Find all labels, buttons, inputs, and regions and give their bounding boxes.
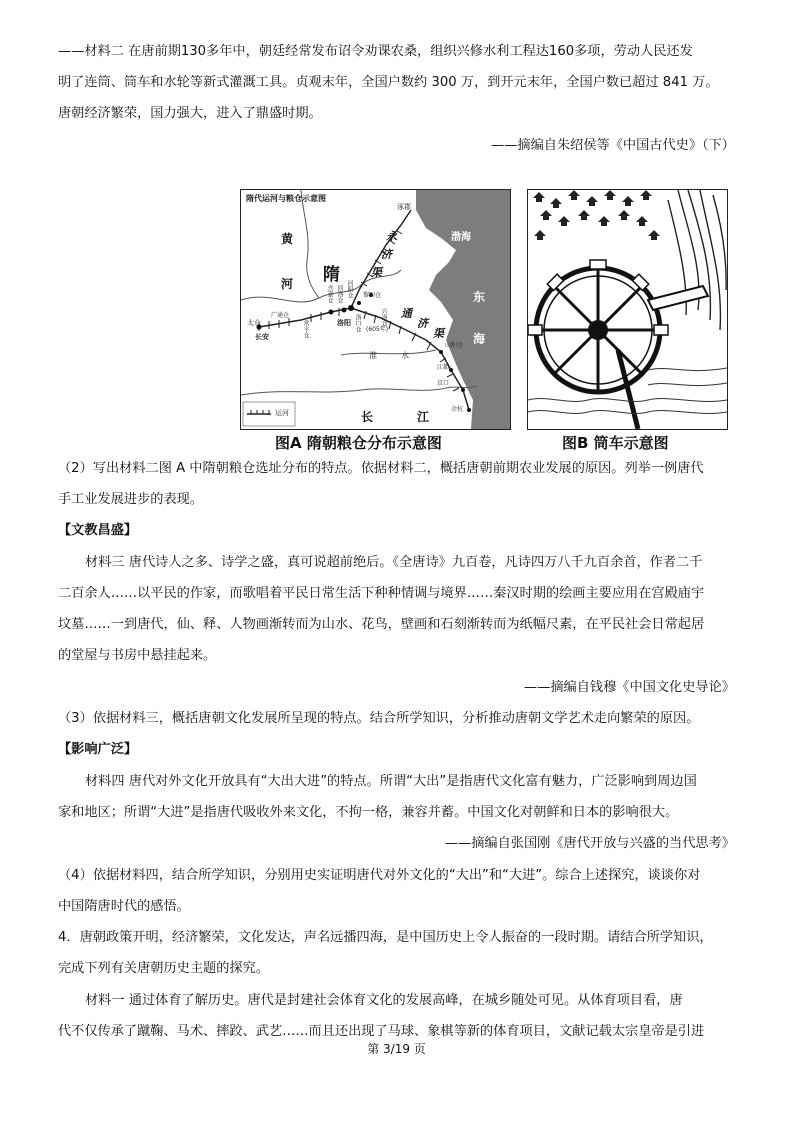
map-label-taicang: 太仓 — [247, 319, 261, 327]
question-4-line-1: （4）依据材料四，结合所学知识，分别用史实证明唐代对外文化的“大出”和“大进”。综合上述探究，谈谈你对 — [58, 868, 701, 883]
material3-line-4: 的堂屋与书房中悬挂起来。 — [58, 648, 217, 663]
map-label-huiluocang: 回洛仓 — [336, 285, 343, 303]
map-label-sui: 隋 — [323, 265, 340, 285]
waterwheel-illustration — [528, 190, 727, 429]
map-label-chang: 长 — [361, 410, 374, 424]
map-title: 隋代运河与粮仓示意图 — [246, 194, 326, 203]
question-3: （3）依据材料三，概括唐朝文化发展所呈现的特点。结合所学知识，分析推动唐朝文学艺术走向繁荣的原因。 — [58, 711, 700, 726]
map-label-605: (605年) — [366, 326, 389, 333]
material1-line-1: 材料一 通过体育了解历史。唐代是封建社会体育文化的发展高峰，在城乡随处可见。从体育项目看，唐 — [85, 993, 683, 1008]
map-label-zhuojun: 涿郡 — [397, 203, 411, 211]
material2-line-2: 明了连筒、筒车和水轮等新式灌溉工具。贞观末年，全国户数约 300 万，到开元末年，全国户数已超过 841 万。 — [58, 75, 719, 90]
map-label-he: 河 — [281, 277, 294, 291]
map-label-ji1: 济 — [381, 248, 392, 261]
map-label-hai: 海 — [473, 332, 486, 346]
material2-line-1: ——材料二 在唐前期130多年中，朝廷经常发布诏令劝课农桑，组织兴修水利工程达160多项，劳动人民还发 — [58, 44, 693, 59]
question-2-line-1: （2）写出材料二图 A 中隋朝粮仓选址分布的特点。依据材料二，概括唐朝前期农业发展的原因。列举一例唐代 — [58, 461, 704, 476]
map-label-qu1: 渠 — [371, 266, 382, 279]
map-label-shui: 水 — [401, 351, 409, 360]
material2-line-3: 唐朝经济繁荣，国力强大，进入了鼎盛时期。 — [58, 106, 322, 121]
map-label-guangtongcang: 广通仓 — [271, 312, 290, 319]
section-wenjiao-heading: 【文教昌盛】 — [58, 523, 138, 538]
material1-line-2: 代不仅传承了蹴鞠、马术、摔跤、武艺……而且还出现了马球、象棋等新的体育项目，文献记载太宗皇帝是引进 — [58, 1024, 705, 1039]
map-label-heyangcang: 河阳仓 — [346, 280, 353, 298]
map-label-luoyang: 洛阳 — [337, 319, 351, 327]
map-label-hanjiacang: 含嘉仓 — [326, 285, 333, 303]
material3-line-1: 材料三 唐代诗人之多、诗学之盛，真可说超前绝后。《全唐诗》九百卷，凡诗四万八千九百余首，作者二千 — [85, 555, 703, 570]
problem-4-line-2: 完成下列有关唐朝历史主题的探究。 — [58, 961, 269, 976]
map-label-ji2: 济 — [417, 317, 428, 330]
figure-a-map — [240, 189, 511, 430]
map-label-jiang: 江 — [417, 410, 430, 424]
map-label-dong: 东 — [473, 290, 486, 304]
material3-line-2: 二百余人……以平民的作家，而歌唱着平民日常生活下种种情调与境界……秦汉时期的绘画主要应用在宫殿庙宇 — [58, 586, 705, 601]
material4-line-2: 家和地区；所谓“大进”是指唐代吸收外来文化，不拘一格，兼容并蓄。中国文化对朝鲜和日本的影响很大。 — [58, 805, 679, 820]
material2-source: ——摘编自朱绍侯等《中国古代史》（下） — [491, 138, 735, 153]
map-label-changpingcang: 常平仓 — [302, 320, 309, 338]
material3-source: ——摘编自钱穆《中国文化史导论》 — [524, 680, 735, 695]
material4-source: ——摘编自张国刚《唐代开放与兴盛的当代思考》 — [444, 836, 735, 851]
question-2-line-2: 手工业发展进步的表现。 — [58, 492, 204, 507]
map-label-qu2: 渠 — [433, 327, 444, 340]
map-label-huang: 黄 — [281, 232, 294, 246]
map-label-bohai: 渤海 — [451, 232, 471, 243]
map-label-jingkou: 京口 — [437, 380, 450, 387]
figure-a-caption: 图A 隋朝粮仓分布示意图 — [275, 434, 442, 452]
material4-line-1: 材料四 唐代对外文化开放具有“大出大进”的特点。所谓“大出”是指唐代文化富有魅力，广泛影响到周边国 — [85, 774, 697, 789]
map-label-tong: 通 — [401, 307, 412, 320]
map-label-luokoucang: 洛口仓 — [354, 314, 361, 332]
figure-b-caption: 图B 筒车示意图 — [562, 434, 669, 452]
map-legend-canal: 运河 — [275, 409, 289, 417]
section-yingxiang-heading: 【影响广泛】 — [58, 742, 138, 757]
page-number: 第 3/19 页 — [367, 1042, 426, 1056]
material3-line-3: 坟墓……一到唐代，仙、释、人物画渐转而为山水、花鸟，壁画和石刻渐转而为纸幅尺素，在平民社会日常起居 — [58, 617, 705, 632]
figure-b-waterwheel — [527, 189, 728, 430]
map-label-yong: 永 — [386, 230, 397, 243]
map-label-changan: 长安 — [255, 333, 269, 341]
map-label-liyangcang: 黎阳仓 — [363, 292, 382, 299]
problem-4-line-1: 4．唐朝政策开明，经济繁荣，文化发达，声名远播四海，是中国历史上令人振奋的一段时期。请结合所学知识， — [58, 930, 713, 945]
map-label-yuhang: 余杭 — [451, 406, 464, 413]
map-label-jiangdu: 江都 — [437, 364, 450, 371]
map-label-shanyangcang: 山阳仓 — [445, 342, 464, 349]
map-label-huai: 淮 — [369, 351, 377, 360]
map-label-xingluocang: 兴洛仓 — [380, 308, 387, 326]
question-4-line-2: 中国隋唐时代的感悟。 — [58, 899, 190, 914]
